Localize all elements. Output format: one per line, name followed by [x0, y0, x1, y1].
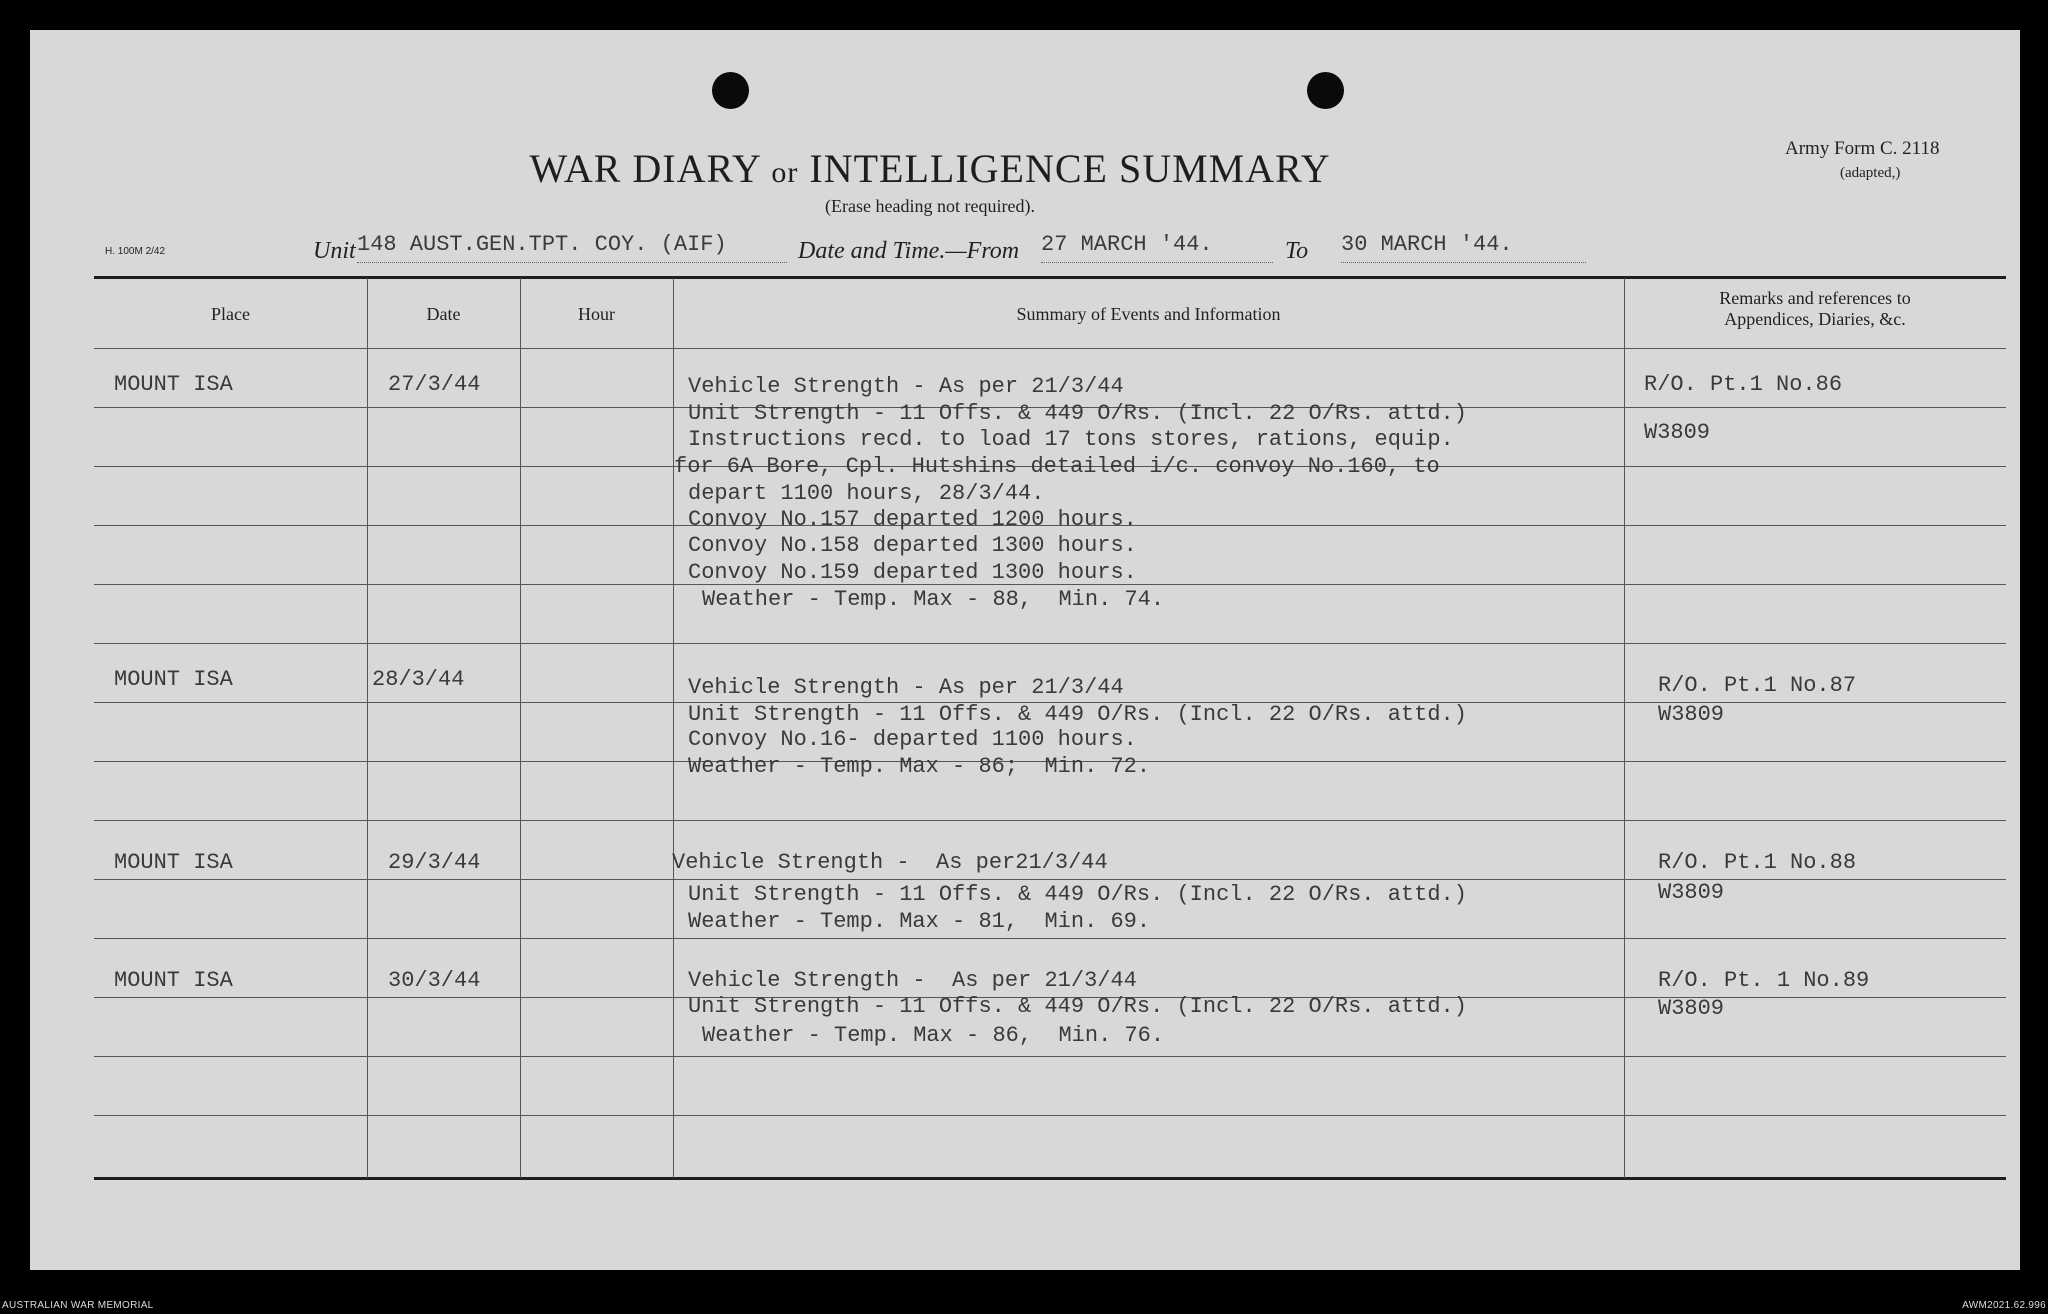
- summary-line: Weather - Temp. Max - 81, Min. 69.: [688, 909, 1151, 934]
- to-date: 30 MARCH '44.: [1341, 232, 1513, 257]
- print-code: H. 100M 2/42: [105, 246, 166, 257]
- summary-line: Vehicle Strength - As per 21/3/44: [688, 675, 1124, 700]
- column-summary: Summary of Events and Information: [1016, 304, 1281, 324]
- entry-place: MOUNT ISA: [114, 968, 233, 993]
- remarks-ref: R/O. Pt.1 No.88: [1658, 850, 1857, 875]
- remarks-ref: R/O. Pt. 1 No.89: [1658, 968, 1870, 993]
- summary-line: Weather - Temp. Max - 86; Min. 72.: [688, 754, 1151, 779]
- title-part: WAR DIARY: [529, 146, 761, 191]
- summary-line: Vehicle Strength - As per 21/3/44: [688, 968, 1137, 993]
- summary-line: Unit Strength - 11 Offs. & 449 O/Rs. (Incl. 22 O/Rs. attd.): [688, 702, 1467, 727]
- title-or: or: [771, 156, 799, 189]
- archive-credit: AUSTRALIAN WAR MEMORIAL: [2, 1300, 154, 1311]
- column-date: Date: [426, 304, 461, 324]
- diary-sheet: [30, 30, 2020, 1270]
- form-number: Army Form C. 2118: [1785, 138, 1940, 159]
- form-adapted: (adapted,): [1840, 165, 1901, 181]
- date-label: Date and Time.—From: [798, 238, 1020, 264]
- unit-value: 148 AUST.GEN.TPT. COY. (AIF): [357, 232, 727, 257]
- summary-line: Instructions recd. to load 17 tons stores, rations, equip.: [688, 427, 1454, 452]
- remarks-ref: W3809: [1658, 880, 1725, 905]
- remarks-ref: R/O. Pt.1 No.86: [1644, 372, 1843, 397]
- column-place: Place: [211, 304, 250, 324]
- remarks-ref: W3809: [1658, 702, 1725, 727]
- punch-hole: [712, 72, 749, 109]
- column-remarks-line: Appendices, Diaries, &c.: [1724, 309, 1906, 329]
- to-label: To: [1285, 238, 1309, 264]
- entry-place: MOUNT ISA: [114, 372, 233, 397]
- summary-line: Vehicle Strength - As per21/3/44: [672, 850, 1108, 875]
- summary-line: depart 1100 hours, 28/3/44.: [688, 481, 1045, 506]
- summary-line: Weather - Temp. Max - 88, Min. 74.: [702, 587, 1165, 612]
- page-title: [30, 145, 1830, 192]
- summary-line: Convoy No.157 departed 1200 hours.: [688, 507, 1137, 532]
- summary-line: Unit Strength - 11 Offs. & 449 O/Rs. (Incl. 22 O/Rs. attd.): [688, 882, 1467, 907]
- table-bottom-rule: [94, 1177, 2006, 1180]
- summary-line: Unit Strength - 11 Offs. & 449 O/Rs. (Incl. 22 O/Rs. attd.): [688, 994, 1467, 1019]
- entry-place: MOUNT ISA: [114, 850, 233, 875]
- summary-line: Convoy No.159 departed 1300 hours.: [688, 560, 1137, 585]
- remarks-ref: W3809: [1644, 420, 1711, 445]
- summary-line: Weather - Temp. Max - 86, Min. 76.: [702, 1023, 1165, 1048]
- column-remarks-line: Remarks and references to: [1719, 288, 1911, 308]
- from-date: 27 MARCH '44.: [1041, 232, 1213, 257]
- entry-date: 28/3/44: [372, 667, 465, 692]
- remarks-ref: R/O. Pt.1 No.87: [1658, 673, 1857, 698]
- page-subtitle: (Erase heading not required).: [825, 196, 1035, 216]
- column-hour: Hour: [578, 304, 615, 324]
- unit-label: Unit: [313, 238, 356, 264]
- remarks-ref: W3809: [1658, 996, 1725, 1021]
- entry-date: 30/3/44: [388, 968, 481, 993]
- summary-line: for 6A Bore, Cpl. Hutshins detailed i/c. convoy No.160, to: [674, 454, 1440, 479]
- summary-line: Vehicle Strength - As per 21/3/44: [688, 374, 1124, 399]
- summary-line: Convoy No.16- departed 1100 hours.: [688, 727, 1137, 752]
- entry-place: MOUNT ISA: [114, 667, 233, 692]
- entry-date: 29/3/44: [388, 850, 481, 875]
- entry-date: 27/3/44: [388, 372, 481, 397]
- punch-hole: [1307, 72, 1344, 109]
- table-top-rule: [94, 276, 2006, 279]
- archive-reference: AWM2021.62.996: [1962, 1300, 2046, 1311]
- summary-line: Convoy No.158 departed 1300 hours.: [688, 533, 1137, 558]
- column-remarks: [1624, 288, 2006, 330]
- summary-line: Unit Strength - 11 Offs. & 449 O/Rs. (Incl. 22 O/Rs. attd.): [688, 401, 1467, 426]
- title-part: INTELLIGENCE SUMMARY: [809, 146, 1331, 191]
